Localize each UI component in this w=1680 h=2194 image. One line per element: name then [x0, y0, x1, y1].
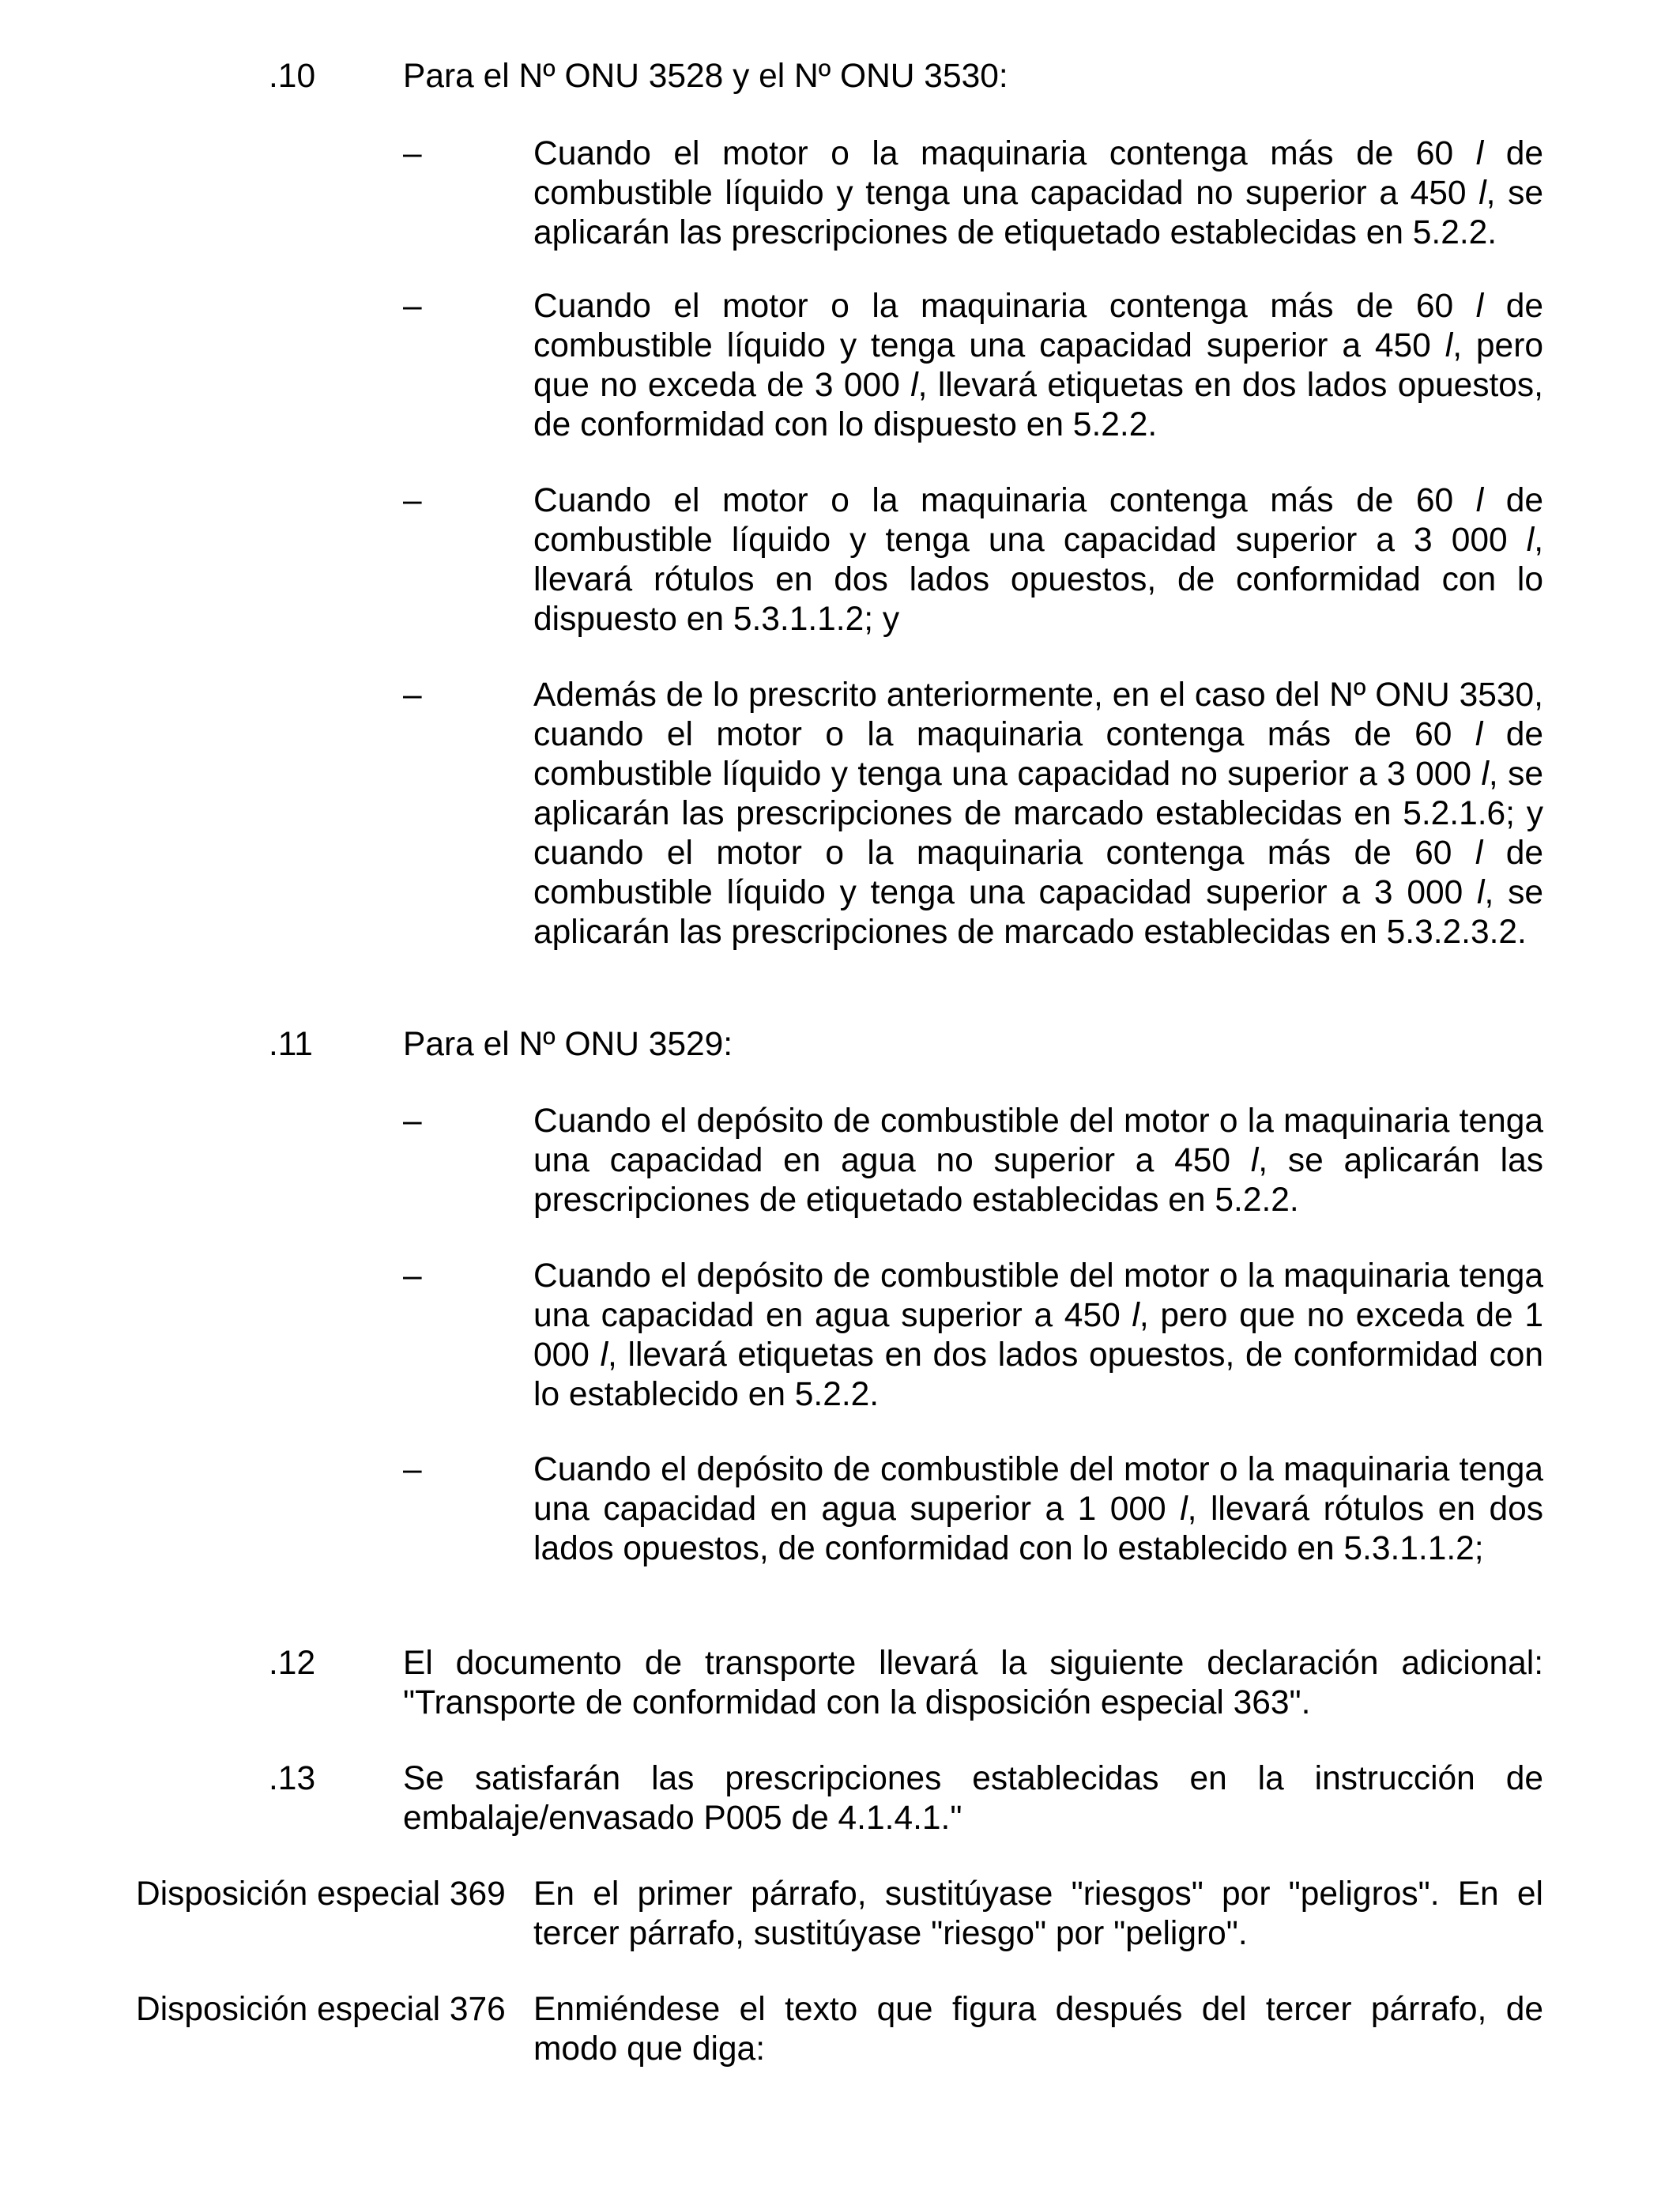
- bullet-text: Cuando el depósito de combustible del motor o la maquinaria tenga una capacidad en agua no superior a 450 l, se aplicarán las prescripciones de etiquetado establecidas en 5.2.2.: [533, 1103, 1543, 1219]
- dash-marker: –: [403, 677, 422, 714]
- dash-marker: –: [403, 482, 422, 519]
- bullet-text: Además de lo prescrito anteriormente, en el caso del Nº ONU 3530, cuando el motor o la maquinaria contenga más de 60 l de combustible líquido y tenga una capacidad no superior a 3 000 l, se aplicarán las prescripciones de marcado establecidas en 5.2.1.6; y cuando el motor o la maquinaria contenga más de 60 l de combustible líquido y tenga una capacidad superior a 3 000 l, se aplicarán las prescripciones de marcado establecidas en 5.3.2.3.2.: [533, 677, 1543, 951]
- item-number: .11: [269, 1026, 313, 1063]
- item-text: Se satisfarán las prescripciones establecidas en la instrucción de embalaje/envasado P005 de 4.1.4.1.": [403, 1760, 1543, 1837]
- dash-marker: –: [403, 135, 422, 172]
- dash-marker: –: [403, 1451, 422, 1488]
- item-number: .13: [269, 1760, 316, 1797]
- dash-marker: –: [403, 1257, 422, 1295]
- bullet-text: Cuando el motor o la maquinaria contenga más de 60 l de combustible líquido y tenga una capacidad superior a 450 l, pero que no exceda de 3 000 l, llevará etiquetas en dos lados opuestos, de conformidad con lo dispuesto en 5.2.2.: [533, 288, 1543, 443]
- item-intro: Para el Nº ONU 3528 y el Nº ONU 3530:: [403, 58, 1008, 95]
- item-number: .12: [269, 1645, 316, 1682]
- special-provision-text: Enmiéndese el texto que figura después del tercer párrafo, de modo que diga:: [533, 1991, 1543, 2068]
- item-number: .10: [269, 58, 316, 95]
- bullet-text: Cuando el motor o la maquinaria contenga más de 60 l de combustible líquido y tenga una capacidad superior a 3 000 l, llevará rótulos en dos lados opuestos, de conformidad con lo dispuesto en 5.3.1.1.2; y: [533, 482, 1543, 638]
- bullet-text: Cuando el depósito de combustible del motor o la maquinaria tenga una capacidad en agua superior a 450 l, pero que no exceda de 1 000 l, llevará etiquetas en dos lados opuestos, de conformidad con lo establecido en 5.2.2.: [533, 1257, 1544, 1413]
- bullet-text: Cuando el motor o la maquinaria contenga más de 60 l de combustible líquido y tenga una capacidad no superior a 450 l, se aplicarán las prescripciones de etiquetado establecidas en 5.2.2.: [533, 135, 1543, 251]
- item-text: El documento de transporte llevará la siguiente declaración adicional: "Transporte de conformidad con la disposición especial 363".: [403, 1645, 1543, 1721]
- dash-marker: –: [403, 288, 422, 325]
- dash-marker: –: [403, 1103, 422, 1140]
- special-provision-text: En el primer párrafo, sustitúyase "riesgos" por "peligros". En el tercer párrafo, sustitúyase "riesgo" por "peligro".: [533, 1875, 1543, 1952]
- bullet-text: Cuando el depósito de combustible del motor o la maquinaria tenga una capacidad en agua superior a 1 000 l, llevará rótulos en dos lados opuestos, de conformidad con lo establecido en 5.3.1.1.2;: [533, 1451, 1543, 1567]
- special-provision-label: Disposición especial 376: [136, 1991, 506, 2028]
- special-provision-label: Disposición especial 369: [136, 1875, 506, 1913]
- item-intro: Para el Nº ONU 3529:: [403, 1026, 733, 1063]
